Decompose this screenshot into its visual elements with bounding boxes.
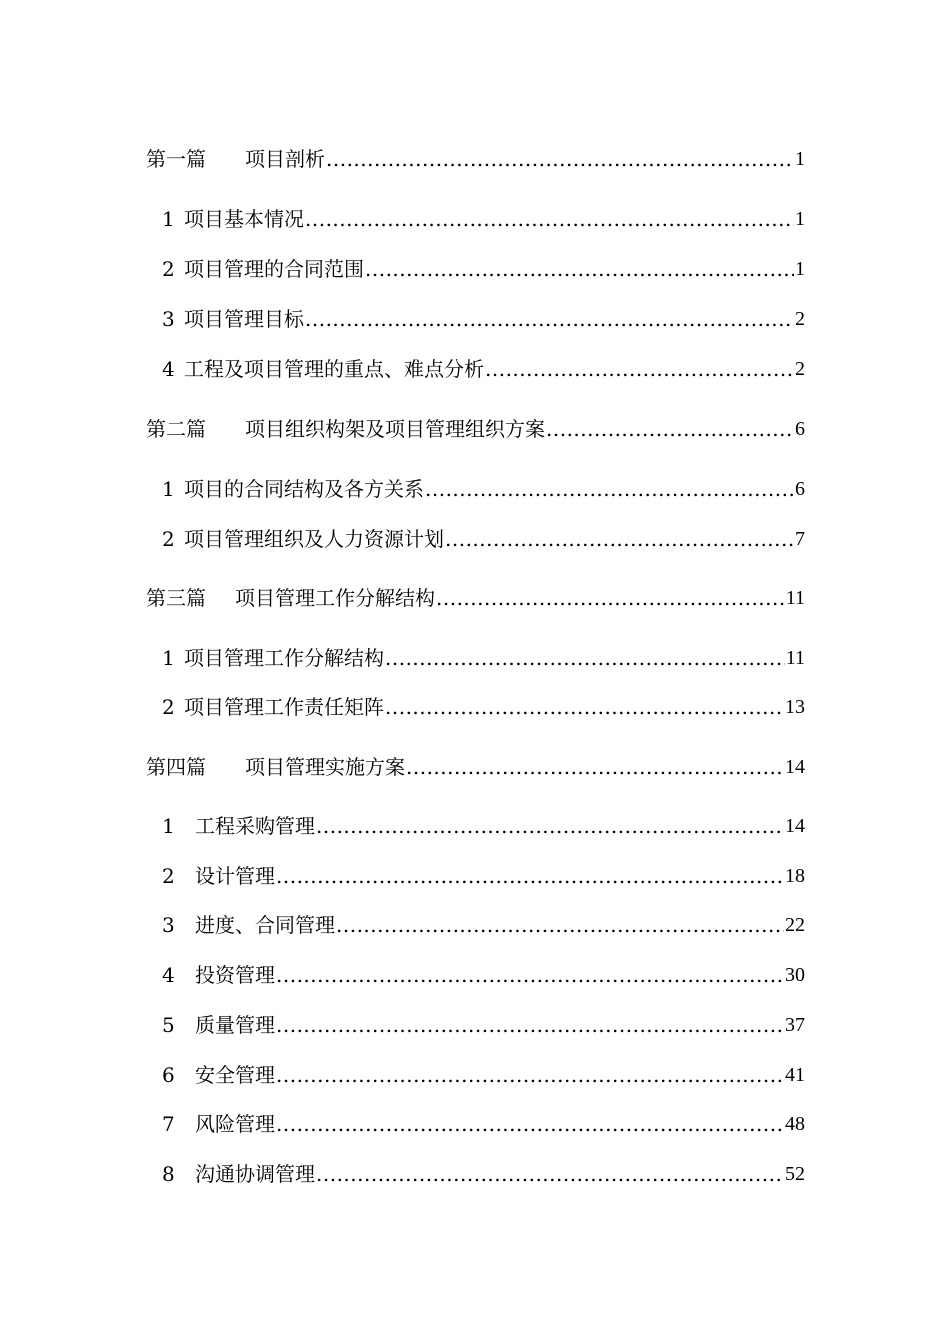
toc-section-number: 2 [162,695,175,719]
toc-section-title: 投资管理 [195,963,275,987]
toc-section-title: 项目的合同结构及各方关系 [184,477,424,501]
toc-section-title: 项目管理目标 [184,307,304,331]
toc-part-number: 第四篇 [146,755,206,779]
toc-section-4-4[interactable] [162,961,805,989]
toc-page-number: 6 [795,418,805,440]
toc-section-title: 工程及项目管理的重点、难点分析 [184,357,484,381]
toc-section-title: 安全管理 [195,1063,275,1087]
toc-part-number: 第三篇 [146,586,206,610]
toc-page-number: 1 [795,258,805,280]
toc-dot-leader [445,525,794,553]
toc-section-number: 4 [162,963,175,987]
toc-section-1-3[interactable] [162,305,805,333]
toc-dot-leader [336,911,784,939]
toc-page-number: 52 [785,1163,805,1185]
toc-section-number: 1 [162,814,175,838]
toc-section-4-6[interactable] [162,1061,805,1089]
toc-part-2[interactable] [146,415,805,443]
toc-page-number: 41 [785,1064,805,1086]
toc-dot-leader [385,644,785,672]
toc-dot-leader [436,584,785,612]
toc-page-number: 22 [785,914,805,936]
toc-section-1-2[interactable] [162,255,805,283]
toc-section-title: 工程采购管理 [195,814,315,838]
toc-section-4-5[interactable] [162,1011,805,1039]
toc-section-title: 项目管理的合同范围 [184,257,364,281]
toc-page-number: 18 [785,865,805,887]
toc-section-title: 风险管理 [195,1112,275,1136]
toc-section-title: 沟通协调管理 [195,1162,315,1186]
toc-section-3-1[interactable] [162,644,805,672]
toc-page-number: 11 [785,587,805,609]
toc-section-title: 项目管理工作责任矩阵 [184,695,384,719]
toc-part-title: 项目管理实施方案 [245,755,405,779]
toc-dot-leader [546,415,794,443]
toc-dot-leader [305,205,794,233]
toc-part-number: 第一篇 [146,147,206,171]
toc-section-number: 8 [162,1162,175,1186]
toc-dot-leader [316,1160,784,1188]
toc-section-4-8[interactable] [162,1160,805,1188]
toc-section-number: 5 [162,1013,175,1037]
toc-part-number: 第二篇 [146,417,206,441]
toc-section-number: 3 [162,913,175,937]
toc-section-number: 1 [162,646,175,670]
toc-dot-leader [305,305,794,333]
toc-section-title: 项目基本情况 [184,207,304,231]
toc-section-number: 2 [162,527,175,551]
toc-section-4-1[interactable] [162,812,805,840]
toc-section-number: 4 [162,357,175,381]
toc-section-4-7[interactable] [162,1110,805,1138]
toc-section-4-3[interactable] [162,911,805,939]
toc-section-2-2[interactable] [162,525,805,553]
toc-section-number: 3 [162,307,175,331]
toc-section-number: 2 [162,864,175,888]
toc-page-number: 14 [785,815,805,837]
toc-dot-leader [276,1061,784,1089]
toc-section-1-4[interactable] [162,355,805,383]
toc-section-number: 7 [162,1112,175,1136]
toc-dot-leader [316,812,784,840]
toc-dot-leader [406,753,784,781]
toc-page-number: 1 [795,208,805,230]
toc-page-number: 2 [795,358,805,380]
toc-dot-leader [365,255,794,283]
toc-part-4[interactable] [146,753,805,781]
toc-dot-leader [326,145,794,173]
toc-dot-leader [425,475,794,503]
toc-section-number: 1 [162,207,175,231]
toc-section-title: 项目管理组织及人力资源计划 [184,527,444,551]
toc-page-number: 7 [795,528,805,550]
toc-page-number: 14 [785,756,805,778]
toc-part-title: 项目管理工作分解结构 [235,586,435,610]
toc-section-2-1[interactable] [162,475,805,503]
toc-dot-leader [276,961,784,989]
toc-page-number: 11 [785,647,805,669]
toc-dot-leader [276,862,784,890]
toc-page-number: 6 [795,478,805,500]
toc-section-3-2[interactable] [162,693,805,721]
toc-section-title: 进度、合同管理 [195,913,335,937]
toc-page-number: 1 [795,148,805,170]
toc-page-number: 48 [785,1113,805,1135]
toc-dot-leader [276,1011,784,1039]
toc-section-number: 1 [162,477,175,501]
toc-section-number: 2 [162,257,175,281]
toc-section-title: 质量管理 [195,1013,275,1037]
toc-section-title: 项目管理工作分解结构 [184,646,384,670]
toc-dot-leader [485,355,794,383]
toc-section-title: 设计管理 [195,864,275,888]
toc-dot-leader [385,693,784,721]
toc-page-number: 13 [785,696,805,718]
toc-part-3[interactable] [146,584,805,612]
toc-page-number: 30 [785,964,805,986]
toc-section-4-2[interactable] [162,862,805,890]
toc-section-number: 6 [162,1063,175,1087]
toc-dot-leader [276,1110,784,1138]
toc-section-1-1[interactable] [162,205,805,233]
toc-part-title: 项目剖析 [245,147,325,171]
toc-part-1[interactable] [146,145,805,173]
toc-page-number: 37 [785,1014,805,1036]
toc-part-title: 项目组织构架及项目管理组织方案 [245,417,545,441]
toc-page-number: 2 [795,308,805,330]
